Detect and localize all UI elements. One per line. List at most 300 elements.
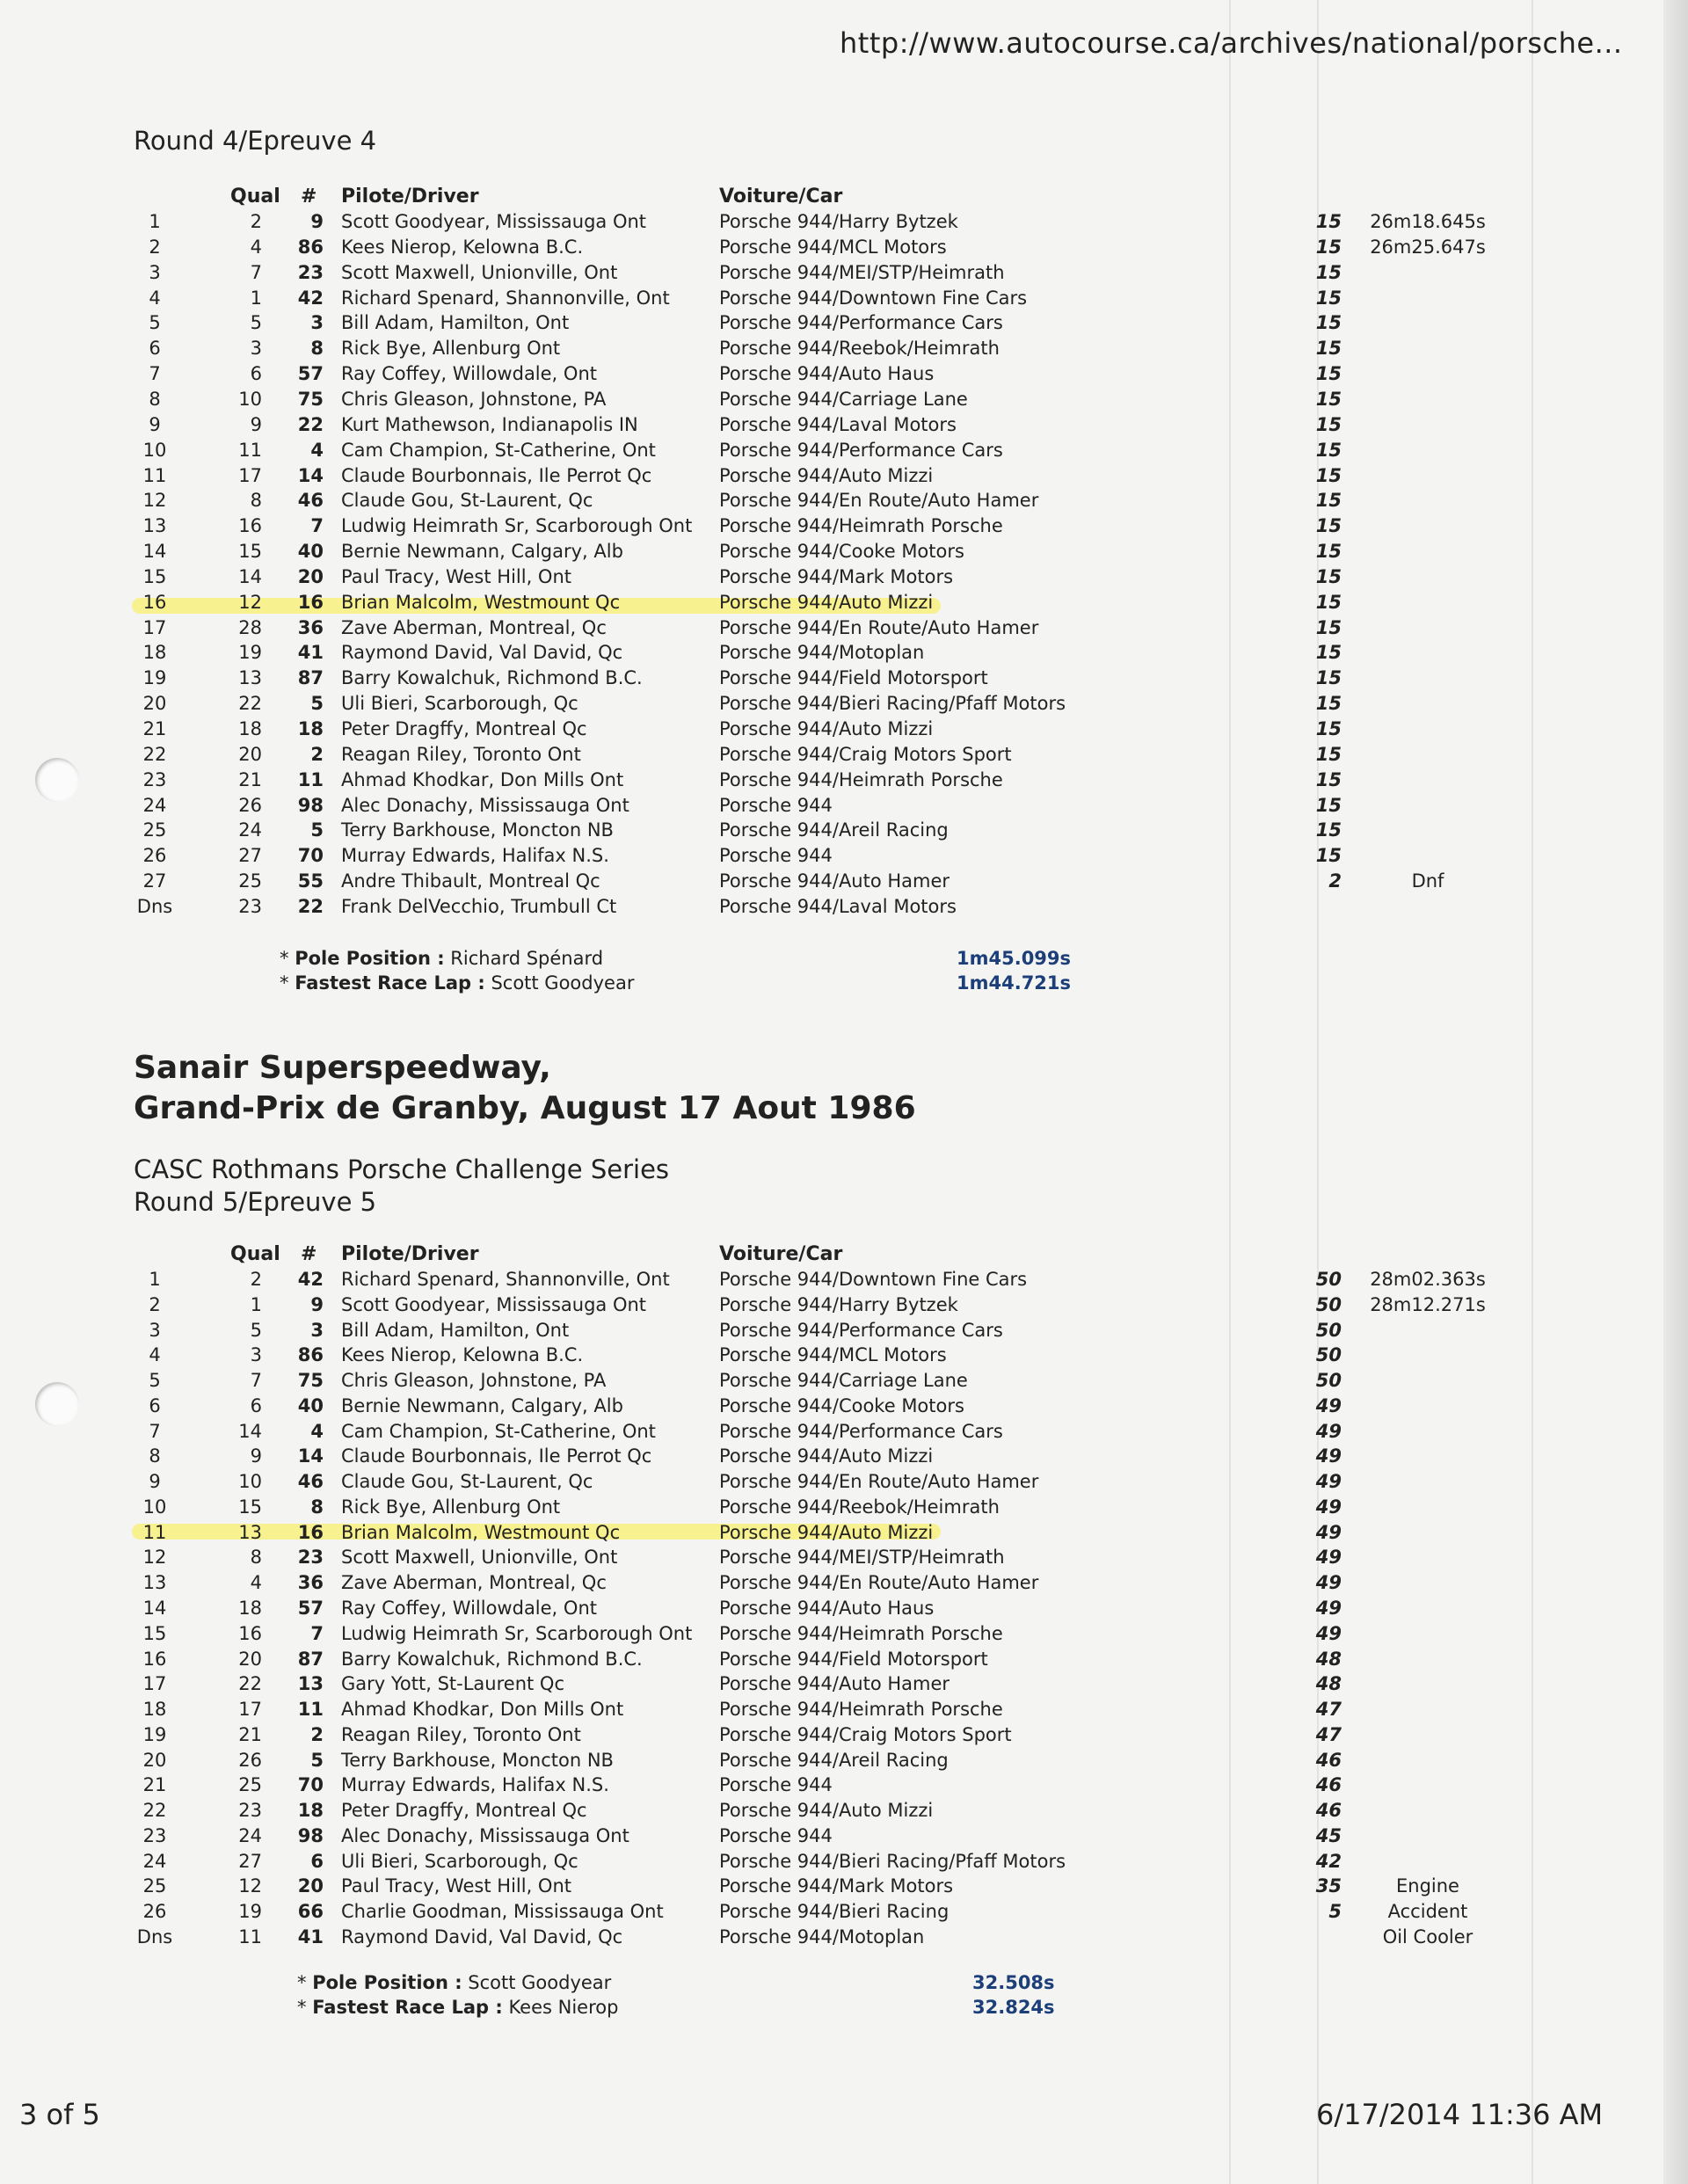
driver-cell: Cam Champion, St-Catherine, Ont bbox=[341, 1420, 656, 1442]
laps-cell: 15 bbox=[1315, 667, 1342, 689]
car-number-cell: 42 bbox=[297, 1269, 324, 1290]
car-number-cell: 6 bbox=[310, 1850, 324, 1872]
car-cell: Porsche 944 bbox=[719, 794, 833, 816]
pos-cell: 26 bbox=[142, 1901, 167, 1923]
qual-cell: 12 bbox=[238, 1875, 262, 1897]
car-cell: Porsche 944/Motoplan bbox=[719, 642, 925, 664]
pos-cell: 11 bbox=[142, 464, 167, 486]
pos-cell: 19 bbox=[142, 667, 167, 689]
col-header-num: # bbox=[301, 186, 317, 207]
pos-cell: 10 bbox=[142, 1496, 167, 1518]
table-row bbox=[0, 1547, 1670, 1572]
car-cell: Porsche 944/Field Motorsport bbox=[719, 1648, 988, 1670]
table-row bbox=[0, 1673, 1670, 1699]
car-number-cell: 70 bbox=[297, 845, 324, 867]
car-number-cell: 87 bbox=[297, 1648, 324, 1670]
driver-cell: Paul Tracy, West Hill, Ont bbox=[341, 1875, 571, 1897]
driver-cell: Chris Gleason, Johnstone, PA bbox=[341, 1370, 607, 1392]
time-note-cell: 28m02.363s bbox=[1370, 1269, 1486, 1290]
driver-cell: Raymond David, Val David, Qc bbox=[341, 1926, 623, 1948]
driver-cell: Claude Bourbonnais, Ile Perrot Qc bbox=[341, 464, 652, 486]
pos-cell: 3 bbox=[149, 261, 161, 283]
car-number-cell: 42 bbox=[297, 287, 324, 309]
car-cell: Porsche 944/Harry Bytzek bbox=[719, 211, 958, 232]
car-cell: Porsche 944/Heimrath Porsche bbox=[719, 515, 1003, 537]
car-cell: Porsche 944/En Route/Auto Hamer bbox=[719, 1471, 1039, 1493]
driver-cell: Raymond David, Val David, Qc bbox=[341, 642, 623, 664]
car-number-cell: 13 bbox=[297, 1673, 324, 1695]
driver-cell: Terry Barkhouse, Moncton NB bbox=[341, 819, 614, 841]
driver-cell: Frank DelVecchio, Trumbull Ct bbox=[341, 895, 617, 917]
table-row bbox=[0, 414, 1670, 440]
laps-cell: 45 bbox=[1315, 1824, 1342, 1846]
table-row bbox=[0, 1445, 1670, 1471]
time-note-cell: 28m12.271s bbox=[1370, 1293, 1486, 1315]
car-number-cell: 8 bbox=[310, 338, 324, 360]
qual-cell: 9 bbox=[250, 413, 262, 435]
pos-cell: 21 bbox=[142, 718, 167, 739]
driver-cell: Murray Edwards, Halifax N.S. bbox=[341, 845, 609, 867]
table-row bbox=[0, 1522, 1670, 1547]
car-number-cell: 4 bbox=[310, 1420, 324, 1442]
table-row bbox=[0, 693, 1670, 718]
round4-fastest-time: 1m44.721s bbox=[957, 972, 1072, 994]
driver-cell: Scott Maxwell, Unionville, Ont bbox=[341, 261, 618, 283]
car-number-cell: 2 bbox=[310, 1723, 324, 1745]
car-number-cell: 57 bbox=[297, 363, 324, 385]
driver-cell: Uli Bieri, Scarborough, Qc bbox=[341, 693, 578, 715]
qual-cell: 24 bbox=[238, 1824, 262, 1846]
pole-label: Pole Position : bbox=[312, 1972, 462, 1993]
driver-cell: Gary Yott, St-Laurent Qc bbox=[341, 1673, 564, 1695]
car-cell: Porsche 944/Laval Motors bbox=[719, 413, 957, 435]
car-number-cell: 40 bbox=[297, 1394, 324, 1416]
car-cell: Porsche 944/En Route/Auto Hamer bbox=[719, 490, 1039, 512]
car-number-cell: 9 bbox=[310, 211, 324, 232]
driver-cell: Ludwig Heimrath Sr, Scarborough Ont bbox=[341, 1622, 693, 1644]
car-cell: Porsche 944/Downtown Fine Cars bbox=[719, 287, 1028, 309]
laps-cell: 50 bbox=[1315, 1319, 1342, 1341]
car-cell: Porsche 944 bbox=[719, 845, 833, 867]
driver-cell: Peter Dragffy, Montreal Qc bbox=[341, 1800, 587, 1822]
col-header-qual: Qual bbox=[230, 1243, 280, 1265]
driver-cell: Alec Donachy, Mississauga Ont bbox=[341, 794, 629, 816]
driver-cell: Bernie Newmann, Calgary, Alb bbox=[341, 541, 623, 563]
qual-cell: 12 bbox=[238, 591, 262, 613]
pos-cell: 26 bbox=[142, 845, 167, 867]
table-row bbox=[0, 870, 1670, 896]
table-row bbox=[0, 237, 1670, 262]
qual-cell: 11 bbox=[238, 439, 262, 461]
car-number-cell: 18 bbox=[297, 718, 324, 739]
laps-cell: 15 bbox=[1315, 845, 1342, 867]
table-row bbox=[0, 795, 1670, 820]
laps-cell: 50 bbox=[1315, 1269, 1342, 1290]
laps-cell: 15 bbox=[1315, 236, 1342, 258]
car-number-cell: 18 bbox=[297, 1800, 324, 1822]
laps-cell: 49 bbox=[1315, 1445, 1342, 1467]
qual-cell: 4 bbox=[250, 236, 262, 258]
qual-cell: 25 bbox=[238, 1774, 262, 1796]
table-row bbox=[0, 389, 1670, 414]
laps-cell: 15 bbox=[1315, 591, 1342, 613]
qual-cell: 23 bbox=[238, 895, 262, 917]
round4-title: Round 4/Epreuve 4 bbox=[134, 126, 377, 156]
car-cell: Porsche 944/Performance Cars bbox=[719, 1420, 1003, 1442]
car-number-cell: 7 bbox=[310, 515, 324, 537]
pos-cell: 11 bbox=[142, 1521, 167, 1543]
table-row bbox=[0, 1901, 1670, 1926]
qual-cell: 25 bbox=[238, 870, 262, 892]
car-cell: Porsche 944/Bieri Racing/Pfaff Motors bbox=[719, 1850, 1066, 1872]
laps-cell: 15 bbox=[1315, 642, 1342, 664]
driver-cell: Kees Nierop, Kelowna B.C. bbox=[341, 1344, 584, 1366]
pos-cell: 8 bbox=[149, 388, 161, 410]
pos-cell: 6 bbox=[149, 338, 161, 360]
table-row bbox=[0, 490, 1670, 515]
car-cell: Porsche 944/Auto Mizzi bbox=[719, 1800, 934, 1822]
car-number-cell: 36 bbox=[297, 1572, 324, 1594]
col-header-car: Voiture/Car bbox=[719, 1243, 843, 1265]
driver-cell: Kees Nierop, Kelowna B.C. bbox=[341, 236, 584, 258]
page-number: 3 of 5 bbox=[19, 2098, 100, 2131]
pos-cell: 9 bbox=[149, 413, 161, 435]
car-number-cell: 5 bbox=[310, 1749, 324, 1771]
car-cell: Porsche 944/Auto Mizzi bbox=[719, 1445, 934, 1467]
driver-cell: Murray Edwards, Halifax N.S. bbox=[341, 1774, 609, 1796]
driver-cell: Claude Bourbonnais, Ile Perrot Qc bbox=[341, 1445, 652, 1467]
laps-cell: 15 bbox=[1315, 794, 1342, 816]
pos-cell: 13 bbox=[142, 515, 167, 537]
car-cell: Porsche 944/Bieri Racing/Pfaff Motors bbox=[719, 693, 1066, 715]
car-number-cell: 14 bbox=[297, 464, 324, 486]
table-row bbox=[0, 465, 1670, 491]
pos-cell: 24 bbox=[142, 1850, 167, 1872]
laps-cell: 50 bbox=[1315, 1370, 1342, 1392]
pos-cell: 18 bbox=[142, 1699, 167, 1721]
laps-cell: 15 bbox=[1315, 211, 1342, 232]
qual-cell: 20 bbox=[238, 1648, 262, 1670]
pos-cell: 23 bbox=[142, 768, 167, 790]
car-number-cell: 23 bbox=[297, 1547, 324, 1569]
car-cell: Porsche 944/Auto Hamer bbox=[719, 1673, 950, 1695]
pos-cell: Dns bbox=[136, 1926, 173, 1948]
laps-cell: 42 bbox=[1315, 1850, 1342, 1872]
car-cell: Porsche 944/En Route/Auto Hamer bbox=[719, 1572, 1039, 1594]
car-number-cell: 41 bbox=[297, 1926, 324, 1948]
fastest-label: Fastest Race Lap : bbox=[312, 1997, 503, 2018]
laps-cell: 49 bbox=[1315, 1471, 1342, 1493]
driver-cell: Brian Malcolm, Westmount Qc bbox=[341, 1521, 621, 1543]
laps-cell: 48 bbox=[1315, 1673, 1342, 1695]
laps-cell: 50 bbox=[1315, 1344, 1342, 1366]
laps-cell: 46 bbox=[1315, 1800, 1342, 1822]
laps-cell: 15 bbox=[1315, 743, 1342, 765]
qual-cell: 13 bbox=[238, 667, 262, 689]
qual-cell: 17 bbox=[238, 1699, 262, 1721]
pos-cell: 25 bbox=[142, 1875, 167, 1897]
table-row bbox=[0, 718, 1670, 744]
pos-cell: 25 bbox=[142, 819, 167, 841]
col-header-num: # bbox=[301, 1243, 317, 1265]
qual-cell: 5 bbox=[250, 312, 262, 334]
laps-cell: 15 bbox=[1315, 541, 1342, 563]
driver-cell: Kurt Mathewson, Indianapolis IN bbox=[341, 413, 638, 435]
car-cell: Porsche 944/Downtown Fine Cars bbox=[719, 1269, 1028, 1290]
round5-pole: * Pole Position : Scott Goodyear bbox=[297, 1972, 612, 1993]
laps-cell: 15 bbox=[1315, 464, 1342, 486]
pos-cell: 16 bbox=[142, 591, 167, 613]
qual-cell: 7 bbox=[250, 1370, 262, 1392]
driver-cell: Ludwig Heimrath Sr, Scarborough Ont bbox=[341, 515, 693, 537]
car-cell: Porsche 944/Reebok/Heimrath bbox=[719, 338, 1000, 360]
qual-cell: 10 bbox=[238, 388, 262, 410]
pos-cell: 15 bbox=[142, 565, 167, 587]
table-row bbox=[0, 1851, 1670, 1876]
time-note-cell: Oil Cooler bbox=[1382, 1926, 1473, 1948]
pos-cell: 22 bbox=[142, 743, 167, 765]
car-cell: Porsche 944/Performance Cars bbox=[719, 439, 1003, 461]
car-cell: Porsche 944/Heimrath Porsche bbox=[719, 1699, 1003, 1721]
qual-cell: 13 bbox=[238, 1521, 262, 1543]
qual-cell: 26 bbox=[238, 794, 262, 816]
table-row bbox=[0, 1294, 1670, 1320]
pos-cell: 17 bbox=[142, 616, 167, 638]
pos-cell: Dns bbox=[136, 895, 173, 917]
table-row bbox=[0, 312, 1670, 338]
page-url: http://www.autocourse.ca/archives/national/porsche... bbox=[840, 26, 1623, 60]
driver-cell: Brian Malcolm, Westmount Qc bbox=[341, 591, 621, 613]
car-number-cell: 16 bbox=[297, 1521, 324, 1543]
driver-cell: Uli Bieri, Scarborough, Qc bbox=[341, 1850, 578, 1872]
qual-cell: 18 bbox=[238, 718, 262, 739]
car-number-cell: 41 bbox=[297, 642, 324, 664]
pos-cell: 10 bbox=[142, 439, 167, 461]
table-row bbox=[0, 1649, 1670, 1674]
car-number-cell: 5 bbox=[310, 693, 324, 715]
car-cell: Porsche 944/Heimrath Porsche bbox=[719, 1622, 1003, 1644]
pos-cell: 8 bbox=[149, 1445, 161, 1467]
car-number-cell: 86 bbox=[297, 1344, 324, 1366]
car-number-cell: 55 bbox=[297, 870, 324, 892]
pos-cell: 6 bbox=[149, 1394, 161, 1416]
table-row bbox=[0, 1370, 1670, 1395]
car-cell: Porsche 944/Mark Motors bbox=[719, 1875, 954, 1897]
time-note-cell: Dnf bbox=[1411, 870, 1444, 892]
table-row bbox=[0, 896, 1670, 921]
pos-cell: 22 bbox=[142, 1800, 167, 1822]
car-cell: Porsche 944/Reebok/Heimrath bbox=[719, 1496, 1000, 1518]
car-cell: Porsche 944/Performance Cars bbox=[719, 312, 1003, 334]
qual-cell: 2 bbox=[250, 1269, 262, 1290]
qual-cell: 19 bbox=[238, 1901, 262, 1923]
car-cell: Porsche 944/Cooke Motors bbox=[719, 1394, 964, 1416]
driver-cell: Claude Gou, St-Laurent, Qc bbox=[341, 1471, 593, 1493]
car-number-cell: 16 bbox=[297, 591, 324, 613]
qual-cell: 21 bbox=[238, 1723, 262, 1745]
driver-cell: Zave Aberman, Montreal, Qc bbox=[341, 1572, 607, 1594]
car-cell: Porsche 944/Laval Motors bbox=[719, 895, 957, 917]
pos-cell: 4 bbox=[149, 1344, 161, 1366]
car-number-cell: 9 bbox=[310, 1293, 324, 1315]
qual-cell: 5 bbox=[250, 1319, 262, 1341]
table-row bbox=[0, 1496, 1670, 1522]
car-number-cell: 98 bbox=[297, 794, 324, 816]
qual-cell: 15 bbox=[238, 541, 262, 563]
table-row bbox=[0, 211, 1670, 237]
laps-cell: 15 bbox=[1315, 565, 1342, 587]
car-number-cell: 11 bbox=[297, 768, 324, 790]
table-row bbox=[0, 1800, 1670, 1825]
driver-cell: Ray Coffey, Willowdale, Ont bbox=[341, 363, 597, 385]
laps-cell: 15 bbox=[1315, 515, 1342, 537]
pos-cell: 7 bbox=[149, 363, 161, 385]
car-cell: Porsche 944/Performance Cars bbox=[719, 1319, 1003, 1341]
driver-cell: Peter Dragffy, Montreal Qc bbox=[341, 718, 587, 739]
pos-cell: 21 bbox=[142, 1774, 167, 1796]
car-cell: Porsche 944/Auto Haus bbox=[719, 1598, 935, 1619]
table-row bbox=[0, 1421, 1670, 1446]
pos-cell: 14 bbox=[142, 541, 167, 563]
pos-cell: 24 bbox=[142, 794, 167, 816]
driver-cell: Terry Barkhouse, Moncton NB bbox=[341, 1749, 614, 1771]
driver-cell: Rick Bye, Allenburg Ont bbox=[341, 1496, 561, 1518]
car-cell: Porsche 944/En Route/Auto Hamer bbox=[719, 616, 1039, 638]
laps-cell: 47 bbox=[1315, 1723, 1342, 1745]
driver-cell: Bernie Newmann, Calgary, Alb bbox=[341, 1394, 623, 1416]
pos-cell: 13 bbox=[142, 1572, 167, 1594]
driver-cell: Claude Gou, St-Laurent, Qc bbox=[341, 490, 593, 512]
driver-cell: Reagan Riley, Toronto Ont bbox=[341, 1723, 581, 1745]
pos-cell: 12 bbox=[142, 1547, 167, 1569]
laps-cell: 46 bbox=[1315, 1774, 1342, 1796]
car-cell: Porsche 944/Auto Mizzi bbox=[719, 464, 934, 486]
qual-cell: 27 bbox=[238, 1850, 262, 1872]
laps-cell: 35 bbox=[1315, 1875, 1342, 1897]
laps-cell: 15 bbox=[1315, 439, 1342, 461]
pos-cell: 17 bbox=[142, 1673, 167, 1695]
qual-cell: 6 bbox=[250, 1394, 262, 1416]
pos-cell: 2 bbox=[149, 1293, 161, 1315]
qual-cell: 9 bbox=[250, 1445, 262, 1467]
driver-cell: Ahmad Khodkar, Don Mills Ont bbox=[341, 1699, 624, 1721]
car-number-cell: 46 bbox=[297, 490, 324, 512]
car-number-cell: 5 bbox=[310, 819, 324, 841]
qual-cell: 8 bbox=[250, 490, 262, 512]
col-header-qual: Qual bbox=[230, 186, 280, 207]
qual-cell: 3 bbox=[250, 338, 262, 360]
car-cell: Porsche 944/MCL Motors bbox=[719, 1344, 947, 1366]
driver-cell: Ahmad Khodkar, Don Mills Ont bbox=[341, 768, 624, 790]
car-number-cell: 22 bbox=[297, 895, 324, 917]
car-cell: Porsche 944/Craig Motors Sport bbox=[719, 743, 1012, 765]
qual-cell: 16 bbox=[238, 1622, 262, 1644]
car-number-cell: 23 bbox=[297, 261, 324, 283]
round5-fastest-time: 32.824s bbox=[972, 1997, 1055, 2018]
laps-cell: 15 bbox=[1315, 363, 1342, 385]
qual-cell: 15 bbox=[238, 1496, 262, 1518]
series-title: CASC Rothmans Porsche Challenge Series bbox=[134, 1154, 670, 1184]
print-datetime: 6/17/2014 11:36 AM bbox=[1316, 2098, 1604, 2131]
laps-cell: 49 bbox=[1315, 1496, 1342, 1518]
table-row bbox=[0, 1572, 1670, 1598]
qual-cell: 4 bbox=[250, 1572, 262, 1594]
qual-cell: 24 bbox=[238, 819, 262, 841]
car-number-cell: 3 bbox=[310, 1319, 324, 1341]
laps-cell: 49 bbox=[1315, 1420, 1342, 1442]
table-row bbox=[0, 769, 1670, 795]
car-number-cell: 87 bbox=[297, 667, 324, 689]
car-cell: Porsche 944/Auto Mizzi bbox=[719, 1521, 934, 1543]
table-row bbox=[0, 1750, 1670, 1775]
qual-cell: 14 bbox=[238, 565, 262, 587]
pos-cell: 12 bbox=[142, 490, 167, 512]
round4-pole: * Pole Position : Richard Spénard bbox=[280, 948, 604, 969]
table-row bbox=[0, 642, 1670, 667]
table-row bbox=[0, 1471, 1670, 1496]
driver-cell: Scott Goodyear, Mississauga Ont bbox=[341, 211, 647, 232]
table-row bbox=[0, 1598, 1670, 1623]
laps-cell: 49 bbox=[1315, 1521, 1342, 1543]
laps-cell: 15 bbox=[1315, 490, 1342, 512]
pos-cell: 15 bbox=[142, 1622, 167, 1644]
pos-cell: 9 bbox=[149, 1471, 161, 1493]
pos-cell: 19 bbox=[142, 1723, 167, 1745]
laps-cell: 47 bbox=[1315, 1699, 1342, 1721]
qual-cell: 2 bbox=[250, 211, 262, 232]
car-number-cell: 22 bbox=[297, 413, 324, 435]
laps-cell: 15 bbox=[1315, 312, 1342, 334]
laps-cell: 15 bbox=[1315, 338, 1342, 360]
car-number-cell: 7 bbox=[310, 1622, 324, 1644]
table-row bbox=[0, 1926, 1670, 1952]
pos-cell: 20 bbox=[142, 693, 167, 715]
car-cell: Porsche 944/Carriage Lane bbox=[719, 388, 968, 410]
pos-cell: 1 bbox=[149, 1269, 161, 1290]
car-cell: Porsche 944/Cooke Motors bbox=[719, 541, 964, 563]
table-row bbox=[0, 1395, 1670, 1421]
car-cell: Porsche 944/Areil Racing bbox=[719, 1749, 949, 1771]
table-row bbox=[0, 363, 1670, 389]
time-note-cell: Accident bbox=[1387, 1901, 1468, 1923]
driver-cell: Richard Spenard, Shannonville, Ont bbox=[341, 1269, 670, 1290]
car-number-cell: 3 bbox=[310, 312, 324, 334]
qual-cell: 1 bbox=[250, 287, 262, 309]
car-cell: Porsche 944/Mark Motors bbox=[719, 565, 954, 587]
car-number-cell: 14 bbox=[297, 1445, 324, 1467]
car-cell: Porsche 944/Field Motorsport bbox=[719, 667, 988, 689]
pos-cell: 7 bbox=[149, 1420, 161, 1442]
table-row bbox=[0, 566, 1670, 592]
laps-cell: 15 bbox=[1315, 287, 1342, 309]
car-cell: Porsche 944/Heimrath Porsche bbox=[719, 768, 1003, 790]
pole-label: Pole Position : bbox=[295, 948, 445, 969]
fastest-driver: Scott Goodyear bbox=[491, 972, 635, 994]
car-cell: Porsche 944/Auto Mizzi bbox=[719, 718, 934, 739]
car-cell: Porsche 944 bbox=[719, 1824, 833, 1846]
driver-cell: Cam Champion, St-Catherine, Ont bbox=[341, 439, 656, 461]
car-cell: Porsche 944/Bieri Racing bbox=[719, 1901, 950, 1923]
driver-cell: Richard Spenard, Shannonville, Ont bbox=[341, 287, 670, 309]
table-row bbox=[0, 1269, 1670, 1294]
pos-cell: 20 bbox=[142, 1749, 167, 1771]
qual-cell: 14 bbox=[238, 1420, 262, 1442]
pos-cell: 14 bbox=[142, 1598, 167, 1619]
laps-cell: 49 bbox=[1315, 1598, 1342, 1619]
car-number-cell: 75 bbox=[297, 1370, 324, 1392]
laps-cell: 49 bbox=[1315, 1572, 1342, 1594]
driver-cell: Rick Bye, Allenburg Ont bbox=[341, 338, 561, 360]
